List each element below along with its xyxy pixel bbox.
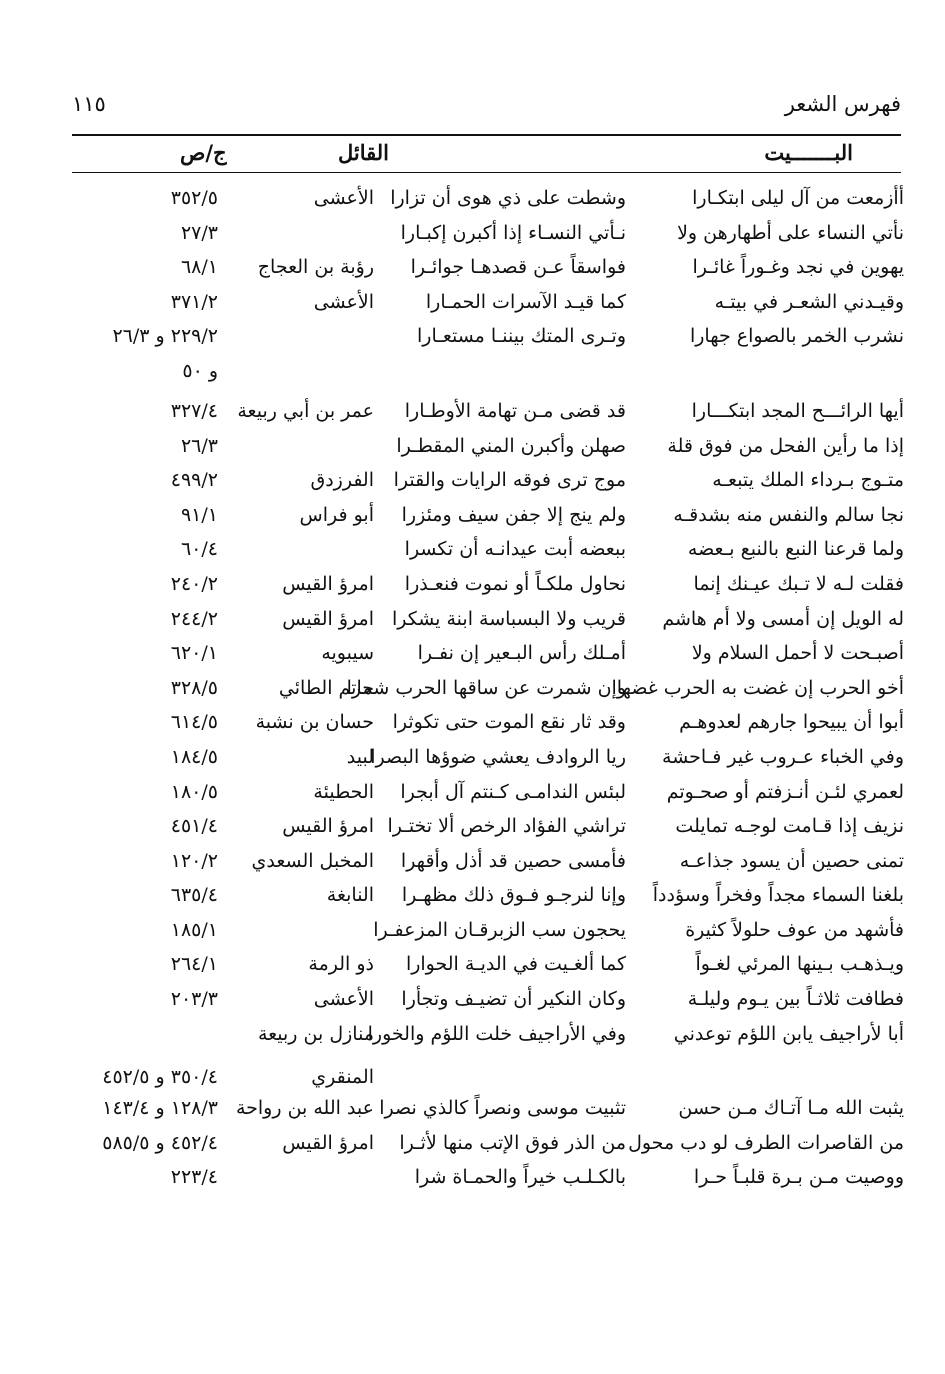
verse-first-hemistich: بلغنا السماء مجداً وفخراً وسؤدداً	[652, 884, 904, 907]
index-entry-row	[40, 811, 904, 846]
index-entry-row	[40, 396, 904, 431]
volume-page-reference: ٢٠٣/٣	[170, 988, 218, 1011]
volume-page-reference: ٣٥٠/٤ و ٤٥٢/٥	[102, 1066, 218, 1089]
verse-first-hemistich: من القاصرات الطرف لو دب محول	[628, 1131, 904, 1154]
index-entry-row	[40, 465, 904, 500]
index-entry-row	[40, 431, 904, 466]
poet-name: حاتم الطائي	[278, 676, 374, 699]
poet-name: حسان بن نشبة	[255, 711, 374, 734]
index-entry-row	[40, 1162, 904, 1197]
verse-second-hemistich: لبئس الندامـى كـنتم آل أبجرا	[400, 780, 626, 803]
index-entry-row	[40, 287, 904, 322]
poet-name: الأعشى	[313, 988, 374, 1011]
verse-second-hemistich: فأمسى حصين قد أذل وأقهرا	[400, 849, 626, 872]
column-header-verse: البـــــــيت	[764, 140, 853, 165]
column-header-poet: القائل	[337, 140, 389, 165]
volume-page-reference: ٣٢٧/٤	[170, 399, 218, 422]
poet-name: الفرزدق	[310, 469, 374, 492]
index-entry-row	[40, 673, 904, 708]
column-header-row	[72, 134, 901, 173]
verse-first-hemistich: نجا سالم والنفس منه بشدقـه	[673, 503, 904, 526]
volume-page-reference: ٢٦٤/١	[170, 953, 218, 976]
volume-page-reference: ٦٢٠/١	[170, 642, 218, 665]
verse-first-hemistich: يهوين في نجد وغـوراً غائـرا	[692, 256, 904, 279]
verse-first-hemistich: له الويل إن أمسى ولا أم هاشم	[662, 607, 904, 630]
index-entry-row	[40, 984, 904, 1019]
index-entry-row	[40, 742, 904, 777]
verse-second-hemistich: من الذر فوق الإتب منها لأثـرا	[399, 1131, 626, 1154]
verse-second-hemistich: قريب ولا البسباسة ابنة يشكرا	[391, 607, 626, 630]
volume-page-reference: ٩١/١	[180, 503, 218, 526]
verse-first-hemistich: يثبت الله مـا آتـاك مـن حسن	[678, 1097, 904, 1120]
poet-name: الأعشى	[313, 187, 374, 209]
poet-name: لبيد	[346, 745, 374, 768]
index-entry-row	[40, 321, 904, 356]
index-entry-row	[40, 218, 904, 253]
poet-name: الحطيئة	[313, 780, 374, 803]
verse-second-hemistich: نـأتي النسـاء إذا أكبرن إكبـارا	[400, 221, 626, 244]
verse-second-hemistich: وفي الأراجيف خلت اللؤم والخورا	[367, 1022, 626, 1045]
verse-second-hemistich: كما قيـد الآسرات الحمـارا	[425, 290, 626, 313]
verse-first-hemistich: لعمري لئـن أنـزفتم أو صحـوتم	[666, 780, 904, 803]
index-entry-row	[40, 707, 904, 742]
volume-page-reference: ١٨٤/٥	[170, 745, 218, 768]
verse-second-hemistich: نحاول ملكـاً أو نموت فنعـذرا	[404, 572, 626, 595]
poet-name: امرؤ القيس	[282, 1131, 374, 1154]
verse-second-hemistich: وقد ثار نقع الموت حتى تكوثرا	[392, 711, 626, 734]
volume-page-reference: ٤٩٩/٢	[170, 469, 218, 492]
index-entry-row	[40, 604, 904, 639]
poet-name: عمر بن أبي ربيعة	[237, 399, 374, 422]
volume-page-reference: ٦٨/١	[180, 256, 218, 279]
poet-name: المنقري	[311, 1066, 374, 1089]
verse-second-hemistich: ولم ينج إلا جفن سيف ومئزرا	[401, 503, 626, 526]
index-entry-row	[40, 638, 904, 673]
volume-page-reference: و ٥٠	[182, 359, 218, 382]
volume-page-reference: ٢٢٣/٤	[170, 1166, 218, 1189]
verse-first-hemistich: وقيـدني الشعـر في بيتـه	[714, 290, 904, 313]
volume-page-reference: ٤٥٢/٤ و ٥٨٥/٥	[102, 1131, 218, 1154]
volume-page-reference: ٣٥٢/٥	[170, 187, 218, 209]
verse-second-hemistich: يحجون سب الزبرقـان المزعفـرا	[373, 918, 626, 941]
index-entry-row	[40, 1019, 904, 1054]
verse-second-hemistich: قد قضى مـن تهامة الأوطـارا	[404, 399, 626, 422]
poet-name: سيبويه	[321, 642, 374, 665]
verse-first-hemistich: فقلت لـه لا تـبك عيـنك إنما	[693, 572, 904, 595]
verse-first-hemistich: نزيف إذا قـامت لوجـه تمايلت	[675, 815, 904, 838]
poet-name: النابغة	[326, 884, 374, 907]
volume-page-reference: ٢٢٩/٢ و ٢٦/٣	[112, 325, 218, 348]
poet-name: المخبل السعدي	[251, 849, 374, 872]
index-entry-row	[40, 1093, 904, 1128]
volume-page-reference: ٤٥١/٤	[170, 815, 218, 838]
verse-first-hemistich: متـوج بـرداء الملك يتبعـه	[712, 469, 904, 492]
poet-name: ذو الرمة	[308, 953, 374, 976]
index-entry-row	[40, 356, 904, 387]
index-entry-row	[40, 252, 904, 287]
volume-page-reference: ٢٤٤/٢	[170, 607, 218, 630]
verse-first-hemistich: نشرب الخمر بالصواع جهارا	[689, 325, 904, 348]
poet-name: امرؤ القيس	[282, 572, 374, 595]
volume-page-reference: ١٨٥/١	[170, 918, 218, 941]
verse-first-hemistich: فطافت ثلاثـاً بين يـوم وليلـة	[687, 988, 904, 1011]
volume-page-reference: ٣٢٨/٥	[170, 676, 218, 699]
verse-first-hemistich: تمنى حصين أن يسود جذاعـه	[679, 849, 904, 872]
verse-second-hemistich: وشطت على ذي هوى أن تزارا	[390, 187, 626, 209]
volume-page-reference: ٦١٤/٥	[170, 711, 218, 734]
poet-name: امرؤ القيس	[282, 607, 374, 630]
index-entry-row	[40, 500, 904, 535]
index-entry-row	[40, 880, 904, 915]
volume-page-reference: ١٢٨/٣ و ١٤٣/٤	[102, 1097, 218, 1120]
verse-second-hemistich: وكان النكير أن تضيـف وتجأرا	[401, 988, 626, 1011]
verse-second-hemistich: بالكـلـب خيراً والحمـاة شرا	[414, 1166, 626, 1189]
volume-page-reference: ١٢٠/٢	[170, 849, 218, 872]
index-entry-row	[40, 534, 904, 569]
verse-second-hemistich: كما ألغـيت في الديـة الحوارا	[405, 953, 626, 976]
verse-first-hemistich: ولما قرعنا النبع بالنبع بـعضه	[687, 538, 904, 561]
index-entry-row	[40, 1128, 904, 1163]
index-entry-row	[40, 183, 904, 218]
poetry-index-list	[40, 183, 904, 1197]
verse-second-hemistich: موج ترى فوقه الرايات والقترا	[393, 469, 626, 492]
volume-page-reference: ٦٣٥/٤	[170, 884, 218, 907]
verse-second-hemistich: وإنا لنرجـو فـوق ذلك مظهـرا	[401, 884, 626, 907]
running-title: فهرس الشعر	[784, 92, 901, 116]
verse-first-hemistich: أخو الحرب إن غضت به الحرب غضها	[616, 676, 904, 699]
volume-page-reference: ٢٦/٣	[180, 434, 218, 457]
page-number: ١١٥	[72, 92, 106, 116]
verse-second-hemistich: تثبيت موسى ونصراً كالذي نصرا	[379, 1097, 626, 1120]
running-header	[72, 92, 901, 126]
poet-name: منازل بن ربيعة	[257, 1022, 374, 1045]
column-header-reference: ج/ص	[180, 140, 227, 165]
poet-name: امرؤ القيس	[282, 815, 374, 838]
verse-first-hemistich: وفي الخباء عـروب غير فـاحشة	[662, 745, 904, 768]
volume-page-reference: ٢٤٠/٢	[170, 572, 218, 595]
verse-first-hemistich: إذا ما رأين الفحل من فوق قلة	[667, 434, 904, 457]
index-entry-row	[40, 949, 904, 984]
verse-first-hemistich: نأتي النساء على أطهارهن ولا	[677, 221, 904, 244]
verse-first-hemistich: ويـذهـب بـينها المرئي لغـواً	[695, 953, 904, 976]
verse-second-hemistich: ريا الروادف يعشي ضوؤها البصرا	[370, 745, 626, 768]
verse-first-hemistich: ووصيت مـن بـرة قلبـاً حـرا	[693, 1166, 904, 1189]
verse-second-hemistich: صهلن وأكبرن المني المقطـرا	[396, 434, 626, 457]
verse-first-hemistich: أبا لأراجيف يابن اللؤم توعدني	[673, 1022, 904, 1045]
verse-second-hemistich: فواسقاً عـن قصدهـا جوائـرا	[410, 256, 626, 279]
volume-page-reference: ٣٧١/٢	[170, 290, 218, 313]
verse-first-hemistich: أيها الرائـــح المجد ابتكـــارا	[691, 399, 904, 422]
verse-second-hemistich: وإن شمرت عن ساقها الحرب شمرا	[346, 676, 626, 699]
index-entry-row	[40, 569, 904, 604]
verse-first-hemistich: فأشهد من عوف حلولاً كثيرة	[685, 918, 904, 941]
poet-name: عبد الله بن رواحة	[235, 1097, 374, 1120]
index-entry-row	[40, 777, 904, 812]
volume-page-reference: ١٨٠/٥	[170, 780, 218, 803]
verse-second-hemistich: ببعضه أبت عيدانـه أن تكسرا	[404, 538, 626, 561]
verse-first-hemistich: أبوا أن يبيحوا جارهم لعدوهـم	[679, 711, 904, 734]
volume-page-reference: ٢٧/٣	[180, 221, 218, 244]
poet-name: رؤبة بن العجاج	[257, 256, 374, 279]
verse-second-hemistich: تراشي الفؤاد الرخص ألا تختـرا	[387, 815, 626, 838]
index-entry-row	[40, 846, 904, 881]
poet-name: أبو فراس	[299, 503, 374, 526]
verse-first-hemistich: أأزمعت من آل ليلى ابتكـارا	[692, 187, 904, 209]
index-entry-row	[40, 915, 904, 950]
verse-second-hemistich: أمـلك رأس البـعير إن نفـرا	[417, 642, 626, 665]
verse-second-hemistich: وتـرى المتك بيننـا مستعـارا	[417, 325, 626, 348]
verse-first-hemistich: أصبـحت لا أحمل السلام ولا	[691, 642, 904, 665]
volume-page-reference: ٦٠/٤	[180, 538, 218, 561]
poet-name: الأعشى	[313, 290, 374, 313]
index-entry-row	[40, 1062, 904, 1093]
